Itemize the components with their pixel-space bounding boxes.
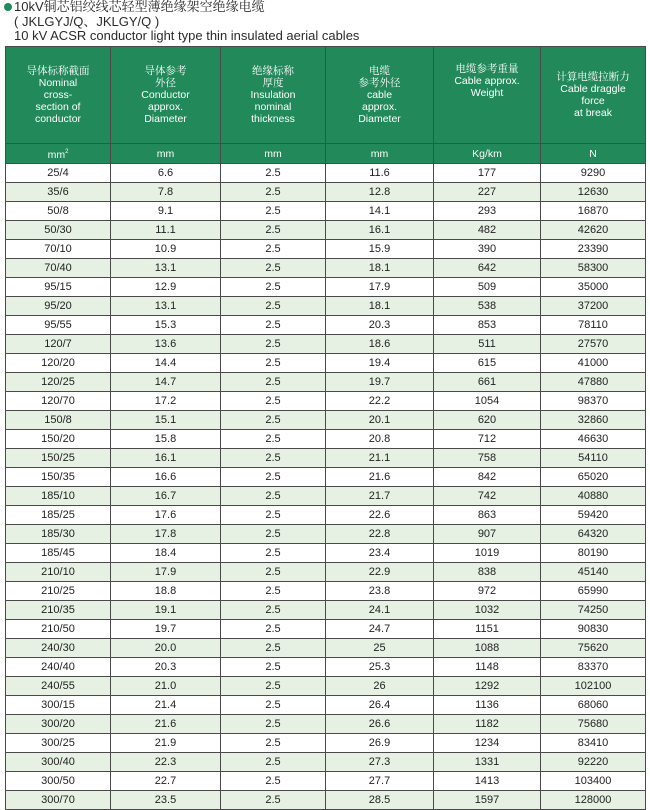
cell-cable-diameter: 22.8 [326,525,434,544]
cell-cross-section: 50/30 [6,221,111,240]
cell-cable-diameter: 25.3 [326,658,434,677]
cell-breaking-force: 35000 [541,278,646,297]
cell-insulation-thickness: 2.5 [221,221,326,240]
cell-cable-weight: 842 [434,468,541,487]
header-cn: 导体参考 [144,65,187,77]
header-cn: 绝缘标称 [252,65,294,77]
cell-breaking-force: 83410 [541,734,646,753]
cell-insulation-thickness: 2.5 [221,297,326,316]
cell-insulation-thickness: 2.5 [221,335,326,354]
header-insulation-thickness [221,47,326,144]
header-en: thickness [251,113,295,125]
header-cable-diameter [326,47,434,144]
cell-insulation-thickness: 2.5 [221,411,326,430]
cell-breaking-force: 102100 [541,677,646,696]
cell-cross-section: 50/8 [6,202,111,221]
cell-insulation-thickness: 2.5 [221,734,326,753]
table-row [6,373,646,392]
cell-cross-section: 185/45 [6,544,111,563]
cell-cable-diameter: 22.2 [326,392,434,411]
cell-cable-weight: 615 [434,354,541,373]
cell-breaking-force: 90830 [541,620,646,639]
header-row [6,47,646,144]
cell-conductor-diameter: 6.6 [111,164,221,183]
cell-cable-weight: 1088 [434,639,541,658]
cell-cable-diameter: 23.8 [326,582,434,601]
cell-breaking-force: 58300 [541,259,646,278]
cell-cable-diameter: 27.3 [326,753,434,772]
table-row [6,202,646,221]
spec-table [5,46,646,810]
table-row [6,658,646,677]
unit-superscript: 2 [65,149,69,155]
cell-cable-weight: 642 [434,259,541,278]
cell-cable-weight: 511 [434,335,541,354]
cell-cable-diameter: 25 [326,639,434,658]
cell-cross-section: 70/40 [6,259,111,278]
header-en: conductor [34,113,82,125]
cell-breaking-force: 59420 [541,506,646,525]
cell-cross-section: 120/7 [6,335,111,354]
cell-conductor-diameter: 9.1 [111,202,221,221]
table-row [6,563,646,582]
cell-cable-weight: 620 [434,411,541,430]
cell-breaking-force: 65020 [541,468,646,487]
cell-breaking-force: 41000 [541,354,646,373]
table-row [6,221,646,240]
cell-cross-section: 35/6 [6,183,111,202]
cell-cross-section: 95/15 [6,278,111,297]
table-row [6,620,646,639]
cell-insulation-thickness: 2.5 [221,202,326,221]
title-models: ( JKLGYJ/Q、JKLGY/Q ) [14,13,160,29]
header-cn: 参考外径 [358,77,401,89]
title-cn-line [4,0,359,15]
cell-conductor-diameter: 13.1 [111,297,221,316]
cell-cable-weight: 390 [434,240,541,259]
cell-insulation-thickness: 2.5 [221,240,326,259]
cell-insulation-thickness: 2.5 [221,715,326,734]
cell-cable-diameter: 16.1 [326,221,434,240]
units-row [6,144,646,164]
cell-breaking-force: 65990 [541,582,646,601]
cell-conductor-diameter: 11.1 [111,221,221,240]
cell-cross-section: 240/30 [6,639,111,658]
cell-conductor-diameter: 22.3 [111,753,221,772]
cell-cable-weight: 712 [434,430,541,449]
cell-insulation-thickness: 2.5 [221,316,326,335]
header-en: Diameter [144,113,187,125]
cell-cable-diameter: 15.9 [326,240,434,259]
header-en: section of [35,101,81,113]
cell-breaking-force: 64320 [541,525,646,544]
header-en: cross- [43,89,73,101]
cell-breaking-force: 47880 [541,373,646,392]
header-cn: 导体标称截面 [26,65,90,77]
cell-cable-diameter: 22.6 [326,506,434,525]
header-en: Nominal [38,77,78,89]
unit-conductor-diameter: mm [111,144,221,164]
cell-breaking-force: 98370 [541,392,646,411]
cell-cable-diameter: 11.6 [326,164,434,183]
cell-conductor-diameter: 15.3 [111,316,221,335]
cell-conductor-diameter: 16.6 [111,468,221,487]
cell-conductor-diameter: 17.2 [111,392,221,411]
cell-cable-diameter: 26.4 [326,696,434,715]
cell-insulation-thickness: 2.5 [221,449,326,468]
cell-conductor-diameter: 18.8 [111,582,221,601]
cell-cross-section: 210/10 [6,563,111,582]
cell-breaking-force: 103400 [541,772,646,791]
cell-cable-diameter: 21.7 [326,487,434,506]
table-row [6,411,646,430]
table-row [6,601,646,620]
cell-conductor-diameter: 23.5 [111,791,221,810]
cell-cable-weight: 1032 [434,601,541,620]
header-cross-section [6,47,111,144]
unit-cable-diameter: mm [326,144,434,164]
table-row [6,791,646,810]
unit-insulation-thickness: mm [221,144,326,164]
cell-breaking-force: 32860 [541,411,646,430]
table-row [6,278,646,297]
cell-conductor-diameter: 15.1 [111,411,221,430]
cell-conductor-diameter: 14.7 [111,373,221,392]
cell-cable-diameter: 19.4 [326,354,434,373]
cell-cross-section: 70/10 [6,240,111,259]
table-row [6,639,646,658]
table-row [6,430,646,449]
cell-cable-weight: 538 [434,297,541,316]
table-row [6,696,646,715]
header-conductor-diameter [111,47,221,144]
cell-cable-diameter: 24.1 [326,601,434,620]
table-row [6,335,646,354]
cell-breaking-force: 9290 [541,164,646,183]
cell-insulation-thickness: 2.5 [221,487,326,506]
cell-conductor-diameter: 21.4 [111,696,221,715]
cell-cable-diameter: 28.5 [326,791,434,810]
cell-insulation-thickness: 2.5 [221,639,326,658]
cell-conductor-diameter: 16.7 [111,487,221,506]
table-row [6,715,646,734]
cell-conductor-diameter: 21.9 [111,734,221,753]
header-en: approx. [361,101,398,113]
cell-cable-weight: 1148 [434,658,541,677]
table-row [6,297,646,316]
header-breaking-force [541,47,646,144]
cell-breaking-force: 23390 [541,240,646,259]
cell-cable-weight: 1597 [434,791,541,810]
cell-cable-weight: 1182 [434,715,541,734]
cell-insulation-thickness: 2.5 [221,563,326,582]
cell-cross-section: 120/25 [6,373,111,392]
table-row [6,468,646,487]
cell-cable-weight: 1234 [434,734,541,753]
cell-conductor-diameter: 13.1 [111,259,221,278]
cell-cable-diameter: 17.9 [326,278,434,297]
cell-insulation-thickness: 2.5 [221,791,326,810]
cell-cable-weight: 482 [434,221,541,240]
cell-cable-diameter: 20.8 [326,430,434,449]
cell-cross-section: 150/35 [6,468,111,487]
cell-conductor-diameter: 14.4 [111,354,221,373]
header-en: Cable approx. [454,75,520,87]
table-row [6,449,646,468]
table-row [6,544,646,563]
header-en: Insulation [250,89,296,101]
cell-breaking-force: 92220 [541,753,646,772]
cell-cross-section: 95/20 [6,297,111,316]
cell-cable-weight: 1019 [434,544,541,563]
cell-cable-weight: 1292 [434,677,541,696]
table-row [6,487,646,506]
cell-conductor-diameter: 15.8 [111,430,221,449]
table-row [6,183,646,202]
cell-cross-section: 210/25 [6,582,111,601]
cell-conductor-diameter: 12.9 [111,278,221,297]
cell-cable-diameter: 26.9 [326,734,434,753]
cell-cable-weight: 907 [434,525,541,544]
cell-breaking-force: 37200 [541,297,646,316]
unit-cable-weight: Kg/km [434,144,541,164]
header-en: Weight [470,87,504,99]
cell-cable-weight: 661 [434,373,541,392]
cell-cable-weight: 972 [434,582,541,601]
cell-conductor-diameter: 13.6 [111,335,221,354]
cell-cable-weight: 1054 [434,392,541,411]
cell-breaking-force: 42620 [541,221,646,240]
cell-cable-weight: 1413 [434,772,541,791]
cell-cable-weight: 742 [434,487,541,506]
table-row [6,753,646,772]
cell-insulation-thickness: 2.5 [221,164,326,183]
header-cn: 计算电缆拉断力 [556,71,630,83]
cell-insulation-thickness: 2.5 [221,430,326,449]
cell-conductor-diameter: 20.0 [111,639,221,658]
table-row [6,316,646,335]
header-en: Cable draggle [560,83,626,95]
cell-cable-diameter: 23.4 [326,544,434,563]
cell-insulation-thickness: 2.5 [221,772,326,791]
cell-breaking-force: 128000 [541,791,646,810]
cell-insulation-thickness: 2.5 [221,506,326,525]
cell-cable-diameter: 26 [326,677,434,696]
table-row [6,582,646,601]
table-row [6,392,646,411]
cell-cross-section: 300/15 [6,696,111,715]
cell-breaking-force: 78110 [541,316,646,335]
cell-insulation-thickness: 2.5 [221,601,326,620]
cell-insulation-thickness: 2.5 [221,753,326,772]
cell-insulation-thickness: 2.5 [221,658,326,677]
cell-cable-weight: 293 [434,202,541,221]
cell-cable-weight: 227 [434,183,541,202]
cell-breaking-force: 75620 [541,639,646,658]
cell-insulation-thickness: 2.5 [221,620,326,639]
cell-conductor-diameter: 20.3 [111,658,221,677]
cell-cross-section: 210/50 [6,620,111,639]
cell-cross-section: 95/55 [6,316,111,335]
cell-breaking-force: 80190 [541,544,646,563]
cell-cross-section: 240/40 [6,658,111,677]
header-en: approx. [147,101,184,113]
cell-cross-section: 25/4 [6,164,111,183]
cell-breaking-force: 40880 [541,487,646,506]
cell-cable-diameter: 24.7 [326,620,434,639]
header-en: nominal [254,101,292,113]
cell-conductor-diameter: 18.4 [111,544,221,563]
cell-conductor-diameter: 21.6 [111,715,221,734]
cell-cross-section: 185/25 [6,506,111,525]
cell-breaking-force: 74250 [541,601,646,620]
cell-conductor-diameter: 21.0 [111,677,221,696]
cell-cross-section: 120/70 [6,392,111,411]
cell-cross-section: 240/55 [6,677,111,696]
cell-conductor-diameter: 17.6 [111,506,221,525]
header-en: Diameter [358,113,401,125]
cell-insulation-thickness: 2.5 [221,544,326,563]
cell-cable-diameter: 21.1 [326,449,434,468]
table-row [6,677,646,696]
cell-insulation-thickness: 2.5 [221,677,326,696]
cell-cable-weight: 758 [434,449,541,468]
cell-breaking-force: 75680 [541,715,646,734]
cell-breaking-force: 45140 [541,563,646,582]
cell-cable-diameter: 12.8 [326,183,434,202]
unit-text: mm [47,149,66,161]
cell-cable-diameter: 27.7 [326,772,434,791]
cell-cable-weight: 509 [434,278,541,297]
cell-cross-section: 300/50 [6,772,111,791]
cell-cable-diameter: 18.6 [326,335,434,354]
cell-conductor-diameter: 10.9 [111,240,221,259]
title-cn: 10kV铜芯铝绞线芯轻型薄绝缘架空绝缘电缆 [14,0,265,14]
table-row [6,772,646,791]
cell-cross-section: 300/70 [6,791,111,810]
cell-breaking-force: 16870 [541,202,646,221]
title-en: 10 kV ACSR conductor light type thin insulated aerial cables [14,28,360,43]
cell-cross-section: 150/20 [6,430,111,449]
cell-cross-section: 185/30 [6,525,111,544]
cell-conductor-diameter: 17.8 [111,525,221,544]
cell-cross-section: 300/20 [6,715,111,734]
table-row [6,525,646,544]
cell-breaking-force: 27570 [541,335,646,354]
cell-cross-section: 300/25 [6,734,111,753]
cell-conductor-diameter: 22.7 [111,772,221,791]
cell-breaking-force: 68060 [541,696,646,715]
cell-insulation-thickness: 2.5 [221,696,326,715]
cell-cable-diameter: 22.9 [326,563,434,582]
header-en: at break [574,107,612,119]
cell-cross-section: 185/10 [6,487,111,506]
table-row [6,164,646,183]
header-en: cable [366,89,393,101]
unit-breaking-force: N [541,144,646,164]
header-cn: 电缆参考重量 [455,63,519,75]
table-body [6,164,646,810]
cell-cable-diameter: 14.1 [326,202,434,221]
cell-breaking-force: 54110 [541,449,646,468]
cell-insulation-thickness: 2.5 [221,354,326,373]
table-row [6,734,646,753]
bullet-icon [4,3,12,11]
cell-cable-diameter: 20.1 [326,411,434,430]
cell-cable-weight: 853 [434,316,541,335]
cell-conductor-diameter: 19.1 [111,601,221,620]
cell-cable-diameter: 18.1 [326,297,434,316]
unit-cross-section [6,144,111,164]
cell-breaking-force: 12630 [541,183,646,202]
cell-breaking-force: 46630 [541,430,646,449]
cell-insulation-thickness: 2.5 [221,582,326,601]
title-block [4,0,359,44]
cell-conductor-diameter: 7.8 [111,183,221,202]
header-cable-weight [434,47,541,144]
cell-insulation-thickness: 2.5 [221,278,326,297]
table-row [6,259,646,278]
cell-cable-weight: 177 [434,164,541,183]
cell-insulation-thickness: 2.5 [221,392,326,411]
cell-insulation-thickness: 2.5 [221,183,326,202]
cell-cross-section: 150/25 [6,449,111,468]
cell-cable-weight: 1151 [434,620,541,639]
cell-cable-diameter: 21.6 [326,468,434,487]
cell-cross-section: 300/40 [6,753,111,772]
cell-cross-section: 150/8 [6,411,111,430]
table-row [6,506,646,525]
cell-cable-diameter: 18.1 [326,259,434,278]
cell-conductor-diameter: 17.9 [111,563,221,582]
cell-cable-weight: 1331 [434,753,541,772]
cell-cable-weight: 863 [434,506,541,525]
table-row [6,240,646,259]
cell-cross-section: 210/35 [6,601,111,620]
cell-cable-diameter: 19.7 [326,373,434,392]
cell-insulation-thickness: 2.5 [221,259,326,278]
header-cn: 外径 [155,77,176,89]
header-cn: 厚度 [262,77,284,89]
cell-insulation-thickness: 2.5 [221,525,326,544]
cell-insulation-thickness: 2.5 [221,373,326,392]
header-en: force [581,95,605,107]
cell-conductor-diameter: 16.1 [111,449,221,468]
header-cn: 电缆 [369,65,390,77]
header-en: Conductor [141,89,190,101]
cell-cross-section: 120/20 [6,354,111,373]
cell-cable-diameter: 20.3 [326,316,434,335]
cell-cable-weight: 838 [434,563,541,582]
cell-insulation-thickness: 2.5 [221,468,326,487]
cell-conductor-diameter: 19.7 [111,620,221,639]
cell-cable-diameter: 26.6 [326,715,434,734]
cell-cable-weight: 1136 [434,696,541,715]
table-row [6,354,646,373]
cell-breaking-force: 83370 [541,658,646,677]
